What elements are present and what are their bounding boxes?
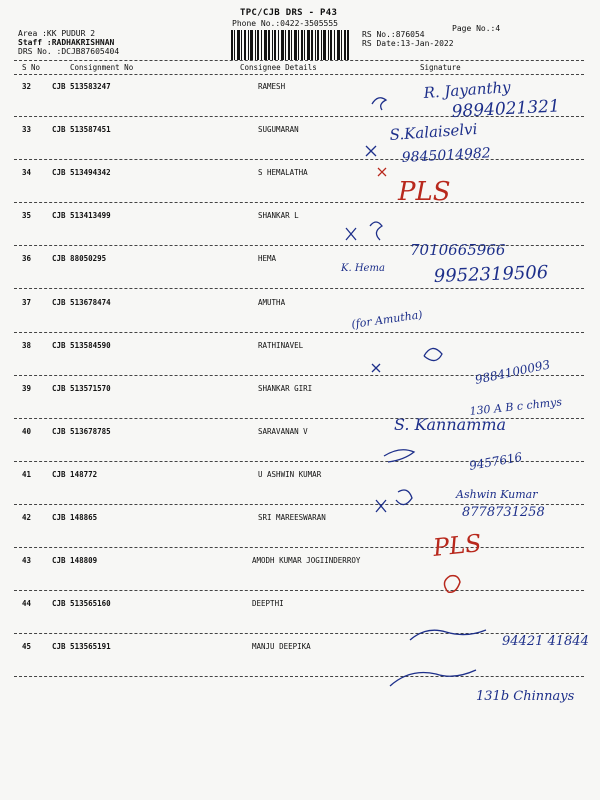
signature-mark bbox=[346, 228, 356, 240]
handwriting-name: Ashwin Kumar bbox=[456, 488, 538, 501]
handwriting-name: S. Kannamma bbox=[394, 415, 507, 434]
row-consignee-name: RAMESH bbox=[258, 82, 286, 91]
row-consignee-name: U ASHWIN KUMAR bbox=[258, 470, 322, 479]
row-sno: 43 bbox=[22, 556, 32, 565]
row-consignee-name: MANJU DEEPIKA bbox=[252, 642, 311, 651]
row-consignee-name: AMODH KUMAR JOGIINDERROY bbox=[252, 556, 361, 565]
row-consignment-no: CJB 513571570 bbox=[52, 384, 111, 393]
col-header-consignee: Consignee Details bbox=[240, 63, 317, 72]
signature-mark bbox=[370, 222, 382, 240]
row-sno: 37 bbox=[22, 298, 32, 307]
row-consignee-name: SHANKAR L bbox=[258, 211, 299, 220]
rs-date: RS Date:13-Jan-2022 bbox=[362, 39, 454, 48]
row-sno: 44 bbox=[22, 599, 32, 608]
row-sno: 45 bbox=[22, 642, 32, 651]
drs-number: DRS No. :DCJB87605404 bbox=[18, 47, 120, 56]
row-sno: 39 bbox=[22, 384, 32, 393]
signature-mark bbox=[372, 98, 386, 110]
handwriting-phone: 7010665966 bbox=[410, 241, 506, 259]
row-divider bbox=[14, 461, 584, 462]
row-consignment-no: CJB 513565160 bbox=[52, 599, 111, 608]
area-label: Area :KK PUDUR 2 bbox=[18, 29, 96, 38]
signature-mark bbox=[366, 146, 376, 156]
signature-mark bbox=[378, 168, 386, 176]
handwriting-address: 130 A B c chmys bbox=[468, 395, 563, 418]
row-consignee-name: SARAVANAN V bbox=[258, 427, 308, 436]
col-header-sno: S No bbox=[22, 63, 41, 72]
signature-mark bbox=[410, 630, 486, 640]
divider bbox=[14, 60, 584, 61]
handwriting-phone: 9894021321 bbox=[451, 96, 561, 122]
handwriting-pls: PLS bbox=[398, 177, 451, 207]
signature-mark bbox=[376, 500, 386, 512]
handwriting-phone: 9457616 bbox=[468, 449, 524, 473]
handwriting-phone: 8778731258 bbox=[462, 505, 545, 520]
row-consignment-no: CJB 513584590 bbox=[52, 341, 111, 350]
row-consignment-no: CJB 513413499 bbox=[52, 211, 111, 220]
row-consignee-name: RATHINAVEL bbox=[258, 341, 304, 350]
handwriting-phone: 94421 41844 bbox=[502, 634, 589, 649]
row-divider bbox=[14, 245, 584, 246]
handwriting-name: R. Jayanthy bbox=[423, 77, 512, 102]
col-header-consignment: Consignment No bbox=[70, 63, 134, 72]
row-consignee-name: DEEPTHI bbox=[252, 599, 284, 608]
row-consignment-no: CJB 513678785 bbox=[52, 427, 111, 436]
row-consignment-no: CJB 148809 bbox=[52, 556, 98, 565]
row-consignee-name: SRI MAREESWARAN bbox=[258, 513, 326, 522]
row-consignee-name: SUGUMARAN bbox=[258, 125, 299, 134]
row-divider bbox=[14, 375, 584, 376]
handwriting-name: S.Kalaiselvi bbox=[389, 119, 478, 144]
row-consignment-no: CJB 513565191 bbox=[52, 642, 111, 651]
row-divider bbox=[14, 418, 584, 419]
handwriting-phone: 9884100093 bbox=[473, 357, 552, 387]
header-left-block bbox=[18, 29, 119, 56]
row-divider bbox=[14, 590, 584, 591]
handwriting-pls: PLS bbox=[431, 529, 483, 562]
row-consignment-no: CJB 513494342 bbox=[52, 168, 111, 177]
row-divider bbox=[14, 676, 584, 677]
handwriting-name: (for Amutha) bbox=[350, 308, 424, 331]
row-consignment-no: CJB 148772 bbox=[52, 470, 98, 479]
handwriting-address: 131b Chinnays bbox=[476, 689, 575, 704]
row-sno: 40 bbox=[22, 427, 32, 436]
row-divider bbox=[14, 332, 584, 333]
row-divider bbox=[14, 202, 584, 203]
page-number: Page No.:4 bbox=[452, 24, 501, 33]
row-consignee-name: S HEMALATHA bbox=[258, 168, 308, 177]
signature-mark bbox=[372, 364, 380, 372]
row-sno: 41 bbox=[22, 470, 32, 479]
col-header-signature: Signature bbox=[420, 63, 461, 72]
row-sno: 33 bbox=[22, 125, 32, 134]
header-right-block bbox=[362, 30, 454, 48]
row-consignment-no: CJB 148865 bbox=[52, 513, 98, 522]
handwriting-phone: 9952319506 bbox=[433, 262, 549, 287]
row-consignee-name: SHANKAR GIRI bbox=[258, 384, 313, 393]
row-sno: 35 bbox=[22, 211, 32, 220]
row-sno: 32 bbox=[22, 82, 32, 91]
row-consignment-no: CJB 513678474 bbox=[52, 298, 111, 307]
barcode-image bbox=[231, 30, 349, 60]
handwriting-name: K. Hema bbox=[341, 263, 385, 274]
row-sno: 36 bbox=[22, 254, 32, 263]
rs-number: RS No.:876054 bbox=[362, 30, 425, 39]
row-consignment-no: CJB 513587451 bbox=[52, 125, 111, 134]
signature-mark bbox=[424, 348, 442, 360]
staff-label: Staff :RADHAKRISHNAN bbox=[18, 38, 115, 47]
row-consignee-name: AMUTHA bbox=[258, 298, 286, 307]
row-divider bbox=[14, 633, 584, 634]
row-divider bbox=[14, 504, 584, 505]
row-divider bbox=[14, 159, 584, 160]
row-divider bbox=[14, 547, 584, 548]
row-sno: 42 bbox=[22, 513, 32, 522]
signature-mark bbox=[396, 490, 412, 505]
handwriting-phone: 9845014982 bbox=[401, 145, 492, 166]
phone-number: Phone No.:0422-3505555 bbox=[232, 19, 338, 28]
sheet-title: TPC/CJB DRS - P43 bbox=[240, 8, 338, 18]
row-consignment-no: CJB 88050295 bbox=[52, 254, 107, 263]
divider bbox=[14, 74, 584, 75]
row-consignee-name: HEMA bbox=[258, 254, 277, 263]
row-sno: 34 bbox=[22, 168, 32, 177]
signature-mark bbox=[390, 670, 476, 686]
row-sno: 38 bbox=[22, 341, 32, 350]
row-consignment-no: CJB 513583247 bbox=[52, 82, 111, 91]
row-divider bbox=[14, 288, 584, 289]
row-divider bbox=[14, 116, 584, 117]
